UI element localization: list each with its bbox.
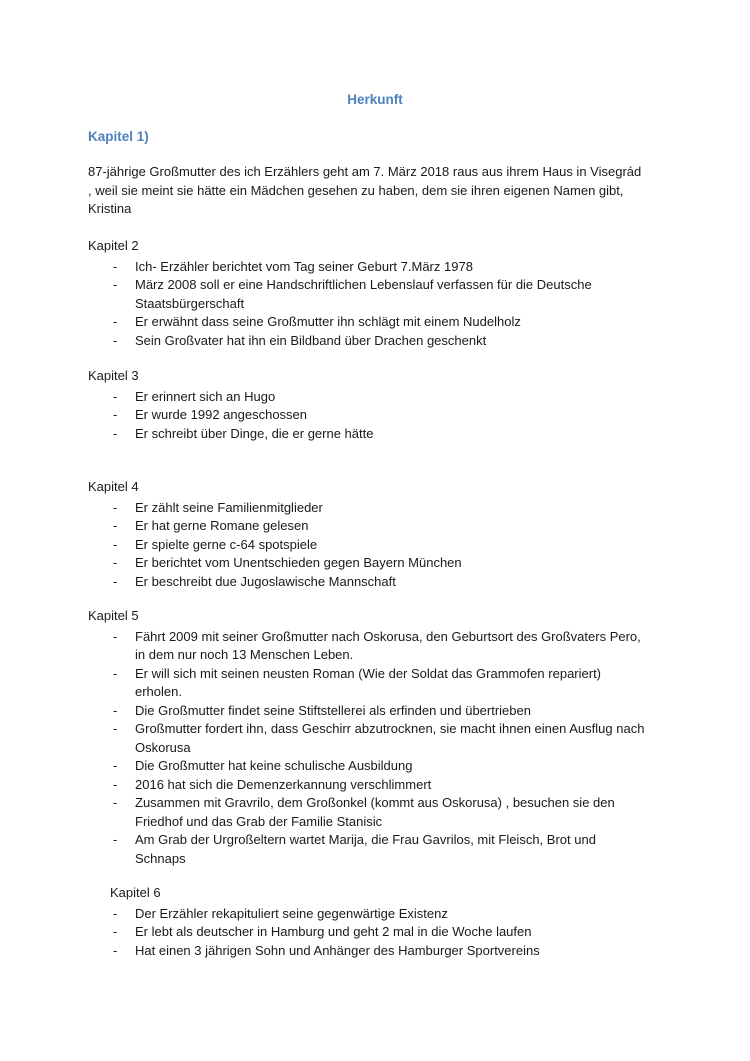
dash-marker: - xyxy=(113,277,118,292)
dash-marker: - xyxy=(113,555,118,570)
dash-marker: - xyxy=(113,702,118,718)
list-item xyxy=(88,702,668,721)
dash-marker: - xyxy=(113,258,118,274)
chapter-3-heading: Kapitel 3 xyxy=(88,368,139,383)
dash-marker: - xyxy=(113,332,118,348)
list-item xyxy=(88,313,668,332)
list-item-text: Fährt 2009 mit seiner Großmutter nach Oskorusa, den Geburtsort des Großvaters Pero, in dem nur noch 13 Menschen Leben. xyxy=(135,628,641,662)
list-item xyxy=(88,554,668,573)
chapter-4-heading: Kapitel 4 xyxy=(88,479,139,494)
list-item-text: Die Großmutter findet seine Stiftstellerei als erfinden und übertrieben xyxy=(135,702,531,718)
dash-marker: - xyxy=(113,388,118,404)
list-item-text: Hat einen 3 jährigen Sohn und Anhänger des Hamburger Sportvereins xyxy=(135,942,540,958)
chapter-1-text: 87-jährige Großmutter des ich Erzählers geht am 7. März 2018 raus aus ihrem Haus in Visegrád , weil sie meint sie hätte ein Mädchen gesehen zu haben, dem sie ihren eigenen Namen gibt, Kristina xyxy=(88,164,642,216)
dash-marker: - xyxy=(113,758,118,773)
dash-marker: - xyxy=(113,573,118,589)
list-item xyxy=(88,258,668,277)
list-item-text: Er berichtet vom Unentschieden gegen Bayern München xyxy=(135,555,462,570)
chapter-4-section xyxy=(88,478,668,591)
list-item-text: Der Erzähler rekapituliert seine gegenwärtige Existenz xyxy=(135,905,448,921)
list-item xyxy=(88,406,668,425)
chapter-2-section xyxy=(88,237,668,350)
list-item xyxy=(88,628,645,665)
dash-marker: - xyxy=(113,905,118,921)
list-item xyxy=(88,720,667,757)
list-item xyxy=(88,276,640,313)
list-item-text: Großmutter fordert ihn, dass Geschirr abzutrocknen, sie macht ihnen einen Ausflug nach Oskorusa xyxy=(135,721,645,755)
chapter-3-list xyxy=(88,388,668,444)
dash-marker: - xyxy=(113,536,118,552)
list-item-text: Die Großmutter hat keine schulische Ausbildung xyxy=(135,758,413,773)
dash-marker: - xyxy=(113,924,118,939)
chapter-5-list xyxy=(88,628,668,869)
list-item-text: Er beschreibt due Jugoslawische Mannschaft xyxy=(135,573,396,589)
chapter-2-heading: Kapitel 2 xyxy=(88,238,139,253)
list-item xyxy=(88,923,690,942)
list-item xyxy=(88,794,660,831)
list-item xyxy=(88,665,645,702)
list-item-text: Er hat gerne Romane gelesen xyxy=(135,518,309,533)
list-item xyxy=(88,536,668,555)
chapter-5-heading: Kapitel 5 xyxy=(88,608,139,623)
dash-marker: - xyxy=(113,518,118,533)
list-item xyxy=(88,905,690,924)
chapter-1-heading: Kapitel 1) xyxy=(88,129,149,144)
chapter-5-section xyxy=(88,607,668,868)
dash-marker: - xyxy=(113,832,118,847)
list-item xyxy=(88,388,668,407)
list-item xyxy=(88,517,668,536)
chapter-6-heading: Kapitel 6 xyxy=(110,885,161,900)
list-item-text: März 2008 soll er eine Handschriftlichen Lebenslauf verfassen für die Deutsche Staatsbürgerschaft xyxy=(135,277,592,311)
list-item-text: Er lebt als deutscher in Hamburg und geht 2 mal in die Woche laufen xyxy=(135,924,532,939)
dash-marker: - xyxy=(113,795,118,810)
list-item-text: Ich- Erzähler berichtet vom Tag seiner Geburt 7.März 1978 xyxy=(135,258,473,274)
list-item-text: Zusammen mit Gravrilo, dem Großonkel (kommt aus Oskorusa) , besuchen sie den Friedhof und das Grab der Familie Stanisic xyxy=(135,795,615,829)
list-item-text: Sein Großvater hat ihn ein Bildband über Drachen geschenkt xyxy=(135,332,487,348)
dash-marker: - xyxy=(113,314,118,329)
dash-marker: - xyxy=(113,407,118,422)
list-item xyxy=(88,776,668,795)
chapter-6-section xyxy=(110,884,690,960)
dash-marker: - xyxy=(113,942,118,958)
document-title: Herkunft xyxy=(347,92,403,107)
list-item-text: Er will sich mit seinen neusten Roman (Wie der Soldat das Grammofen repariert) erholen. xyxy=(135,665,602,699)
chapter-6-list xyxy=(88,905,690,961)
list-item xyxy=(88,332,668,351)
dash-marker: - xyxy=(113,425,118,441)
list-item-text: Er schreibt über Dinge, die er gerne hätte xyxy=(135,425,374,441)
list-item xyxy=(88,499,668,518)
list-item-text: Er zählt seine Familienmitglieder xyxy=(135,499,323,515)
list-item xyxy=(88,425,668,444)
list-item xyxy=(88,942,690,961)
list-item-text: Er wurde 1992 angeschossen xyxy=(135,407,308,422)
list-item-text: Am Grab der Urgroßeltern wartet Marija, die Frau Gavrilos, mit Fleisch, Brot und Schnaps xyxy=(135,832,596,866)
chapter-4-list xyxy=(88,499,668,592)
chapter-2-list xyxy=(88,258,668,351)
dash-marker: - xyxy=(113,721,118,736)
dash-marker: - xyxy=(113,776,118,792)
dash-marker: - xyxy=(113,628,118,644)
list-item-text: Er erinnert sich an Hugo xyxy=(135,388,276,404)
chapter-3-section xyxy=(88,367,668,443)
list-item-text: Er spielte gerne c-64 spotspiele xyxy=(135,536,318,552)
list-item xyxy=(88,831,650,868)
list-item xyxy=(88,757,668,776)
list-item xyxy=(88,573,668,592)
dash-marker: - xyxy=(113,665,118,681)
dash-marker: - xyxy=(113,499,118,515)
list-item-text: Er erwähnt dass seine Großmutter ihn schlägt mit einem Nudelholz xyxy=(135,314,521,329)
list-item-text: 2016 hat sich die Demenzerkannung verschlimmert xyxy=(135,776,432,792)
